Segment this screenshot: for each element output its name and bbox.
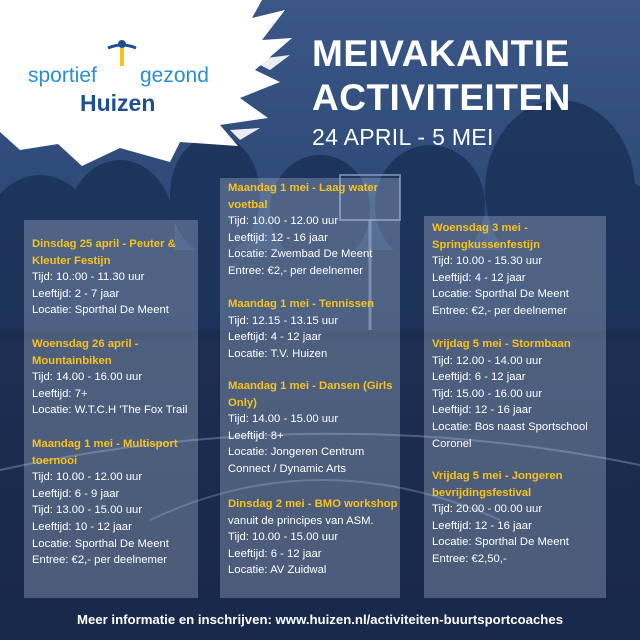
activity-detail: Locatie: Sporthal De Meent	[432, 288, 569, 301]
activity-card	[432, 468, 569, 568]
logo-huizen: Huizen	[80, 90, 156, 116]
activity-detail: Leeftijd: 4 - 12 jaar	[228, 331, 322, 344]
activity-title: Woensdag 3 mei -	[432, 222, 528, 234]
activity-detail: Locatie: AV Zuidwal	[228, 564, 327, 577]
logo-gezond: gezond	[140, 64, 209, 87]
activity-detail: Entree: €2,- per deelnemer	[228, 264, 364, 277]
activity-title: Woensdag 26 april -	[32, 338, 139, 350]
activity-detail: Locatie: T.V. Huizen	[228, 347, 328, 360]
activity-detail: Tijd: 20.00 - 00.00 uur	[432, 503, 543, 516]
sportief-gezond-huizen-logo	[22, 38, 207, 118]
activity-card	[228, 496, 397, 579]
activity-detail: Entree: €2,50,-	[432, 552, 507, 565]
activity-title: Maandag 1 mei - Multisport	[32, 438, 178, 450]
activity-card	[432, 220, 569, 320]
logo-sportief: sportief	[28, 64, 97, 87]
activity-detail: Locatie: Sporthal De Meent	[32, 537, 169, 550]
activity-detail: Leeftijd: 12 - 16 jaar	[228, 231, 328, 244]
activity-title: voetbal	[228, 198, 268, 211]
activity-detail: Leeftijd: 6 - 12 jaar	[228, 547, 322, 560]
activity-detail: Connect / Dynamic Arts	[228, 462, 347, 475]
activity-detail: vanuit de principes van ASM.	[228, 514, 374, 527]
activity-detail: Coronel	[432, 437, 472, 450]
activity-title: Maandag 1 mei - Tennissen	[228, 298, 375, 310]
title-line-2: ACTIVITEITEN	[312, 77, 571, 118]
activity-detail: Tijd: 10.00 - 12.00 uur	[32, 471, 143, 484]
activity-title: Mountainbiken	[32, 354, 112, 367]
activity-detail: Tijd: 10.00 - 15.30 uur	[432, 255, 543, 268]
activity-detail: Locatie: Zwembad De Meent	[228, 248, 373, 261]
activity-detail: Locatie: W.T.C.H 'The Fox Trail	[32, 404, 188, 417]
activity-detail: Locatie: Sporthal De Meent	[432, 536, 569, 549]
activity-card	[228, 296, 374, 362]
activity-title: Vrijdag 5 mei - Stormbaan	[432, 338, 571, 350]
footer-info-link[interactable]: Meer informatie en inschrijven: www.huizen.nl/activiteiten-buurtsportcoaches	[76, 612, 564, 627]
activity-title: Maandag 1 mei - Laag water	[228, 182, 379, 194]
activity-detail: Tijd: 15.00 - 16.00 uur	[432, 387, 543, 400]
activity-detail: Leeftijd: 12 - 16 jaar	[432, 519, 532, 532]
activity-card	[228, 180, 378, 280]
activity-title: Dinsdag 25 april - Peuter &	[32, 238, 176, 250]
activity-title: Kleuter Festijn	[32, 254, 111, 267]
activity-detail: Leeftijd: 10 - 12 jaar	[32, 520, 132, 533]
activity-detail: Tijd: 12.00 - 14.00 uur	[432, 354, 543, 367]
activity-detail: Tijd: 14.00 - 16.00 uur	[32, 371, 143, 384]
activity-card	[32, 236, 176, 319]
activity-detail: Leeftijd: 6 - 12 jaar	[432, 371, 526, 384]
activity-card	[32, 436, 178, 569]
activity-detail: Tijd: 10.00 - 12.00 uur	[228, 215, 339, 228]
activity-title: Springkussenfestijn	[432, 238, 540, 251]
activity-detail: Locatie: Sporthal De Meent	[32, 304, 169, 317]
activity-title: bevrijdingsfestival	[432, 486, 532, 499]
activity-detail: Leeftijd: 12 - 16 jaar	[432, 404, 532, 417]
activity-detail: Tijd: 13.00 - 15.00 uur	[32, 504, 143, 517]
title-line-1: MEIVAKANTIE	[312, 33, 570, 74]
athlete-icon	[104, 38, 140, 68]
activity-detail: Tijd: 10.00 - 15.00 uur	[228, 531, 339, 544]
activity-detail: Leeftijd: 2 - 7 jaar	[32, 287, 120, 300]
activity-detail: Tijd: 10.:00 - 11.30 uur	[32, 271, 145, 284]
activity-title: Dinsdag 2 mei - BMO workshop	[228, 498, 398, 510]
activity-card	[432, 336, 588, 452]
activity-card	[228, 378, 392, 478]
activity-detail: Entree: €2,- per deelnemer	[432, 304, 568, 317]
activity-title: Maandag 1 mei - Dansen (Girls	[228, 380, 393, 392]
activity-detail: Leeftijd: 4 - 12 jaar	[432, 271, 526, 284]
activity-title: toernooi	[32, 454, 78, 467]
activity-detail: Entree: €2,- per deelnemer	[32, 554, 168, 567]
activity-detail: Locatie: Jongeren Centrum	[228, 446, 365, 459]
date-range: 24 APRIL - 5 MEI	[312, 124, 494, 150]
activity-detail: Leeftijd: 6 - 9 jaar	[32, 487, 120, 500]
activity-card	[32, 336, 187, 419]
activity-detail: Tijd: 12.15 - 13.15 uur	[228, 314, 339, 327]
activity-detail: Leeftijd: 7+	[32, 387, 88, 400]
activity-title: Vrijdag 5 mei - Jongeren	[432, 470, 563, 482]
page-title	[312, 32, 571, 120]
activity-title: Only)	[228, 396, 257, 409]
activity-detail: Tijd: 14.00 - 15.00 uur	[228, 413, 339, 426]
activity-detail: Locatie: Bos naast Sportschool	[432, 420, 588, 433]
activity-detail: Leeftijd: 8+	[228, 429, 284, 442]
